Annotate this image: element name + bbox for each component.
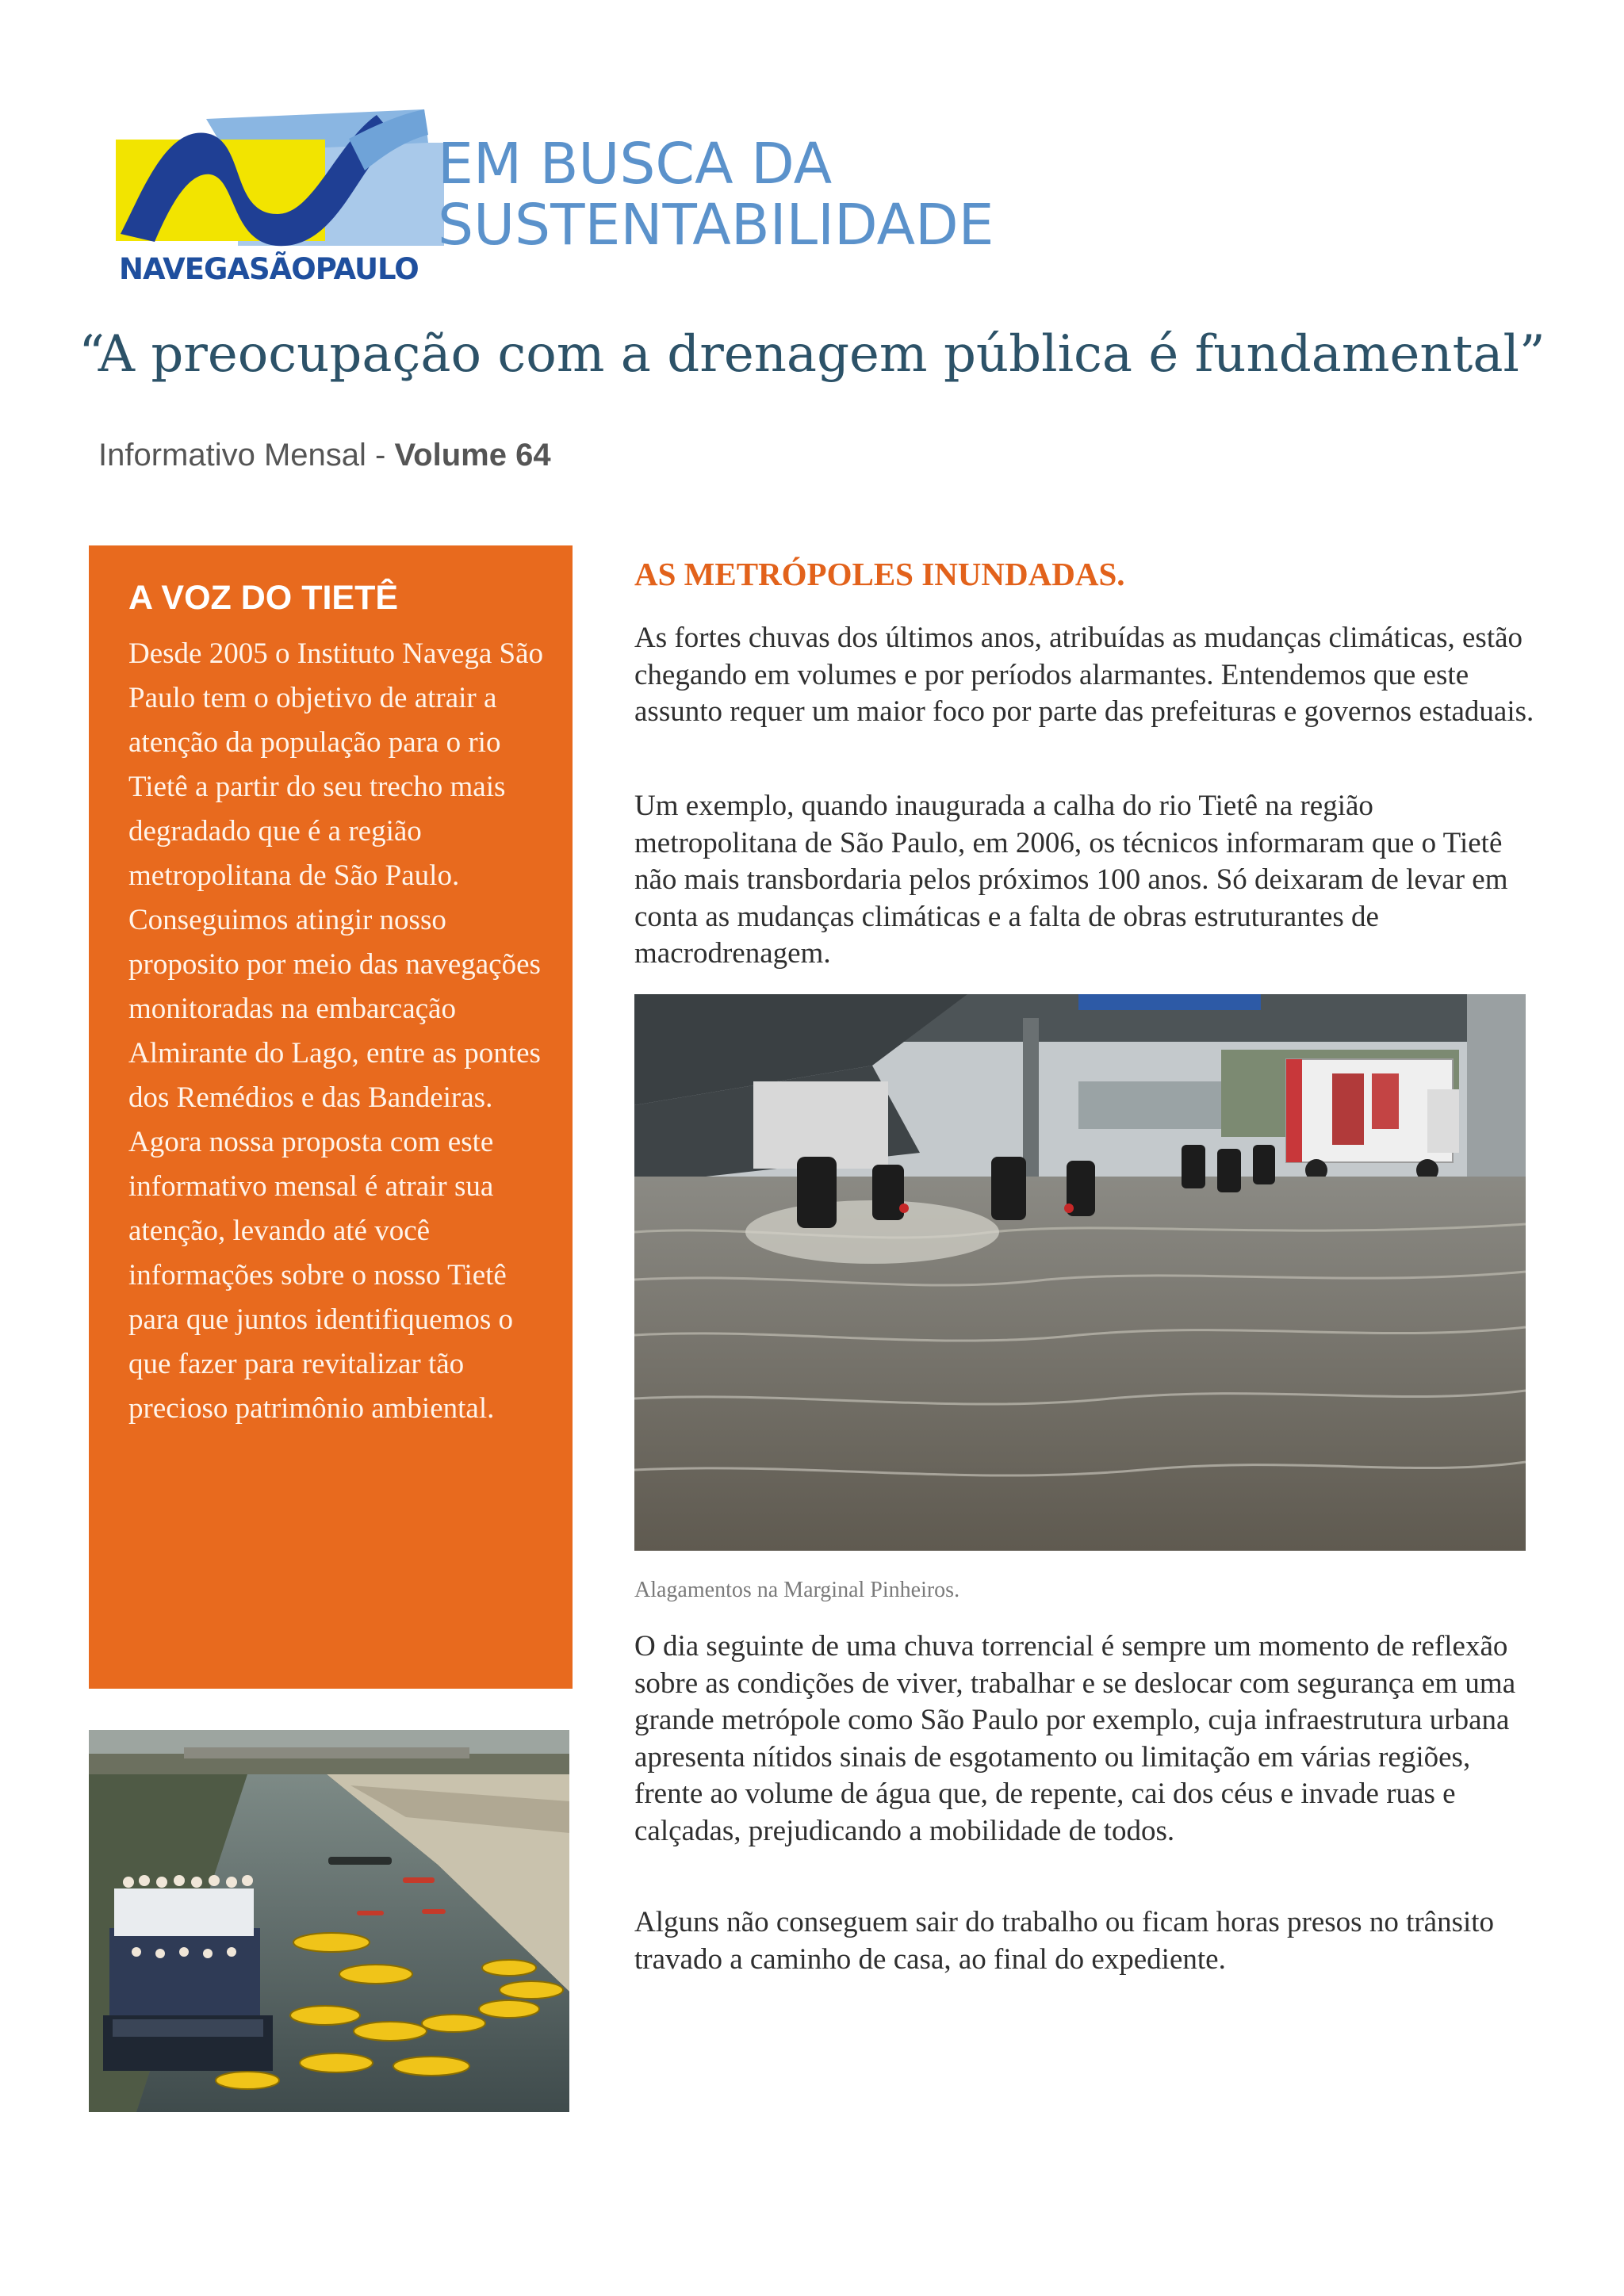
- article-title: AS METRÓPOLES INUNDADAS.: [634, 556, 1125, 592]
- page-headline: “A preocupação com a drenagem pública é fundamental”: [79, 325, 1545, 384]
- article-paragraph-1: As fortes chuvas dos últimos anos, atribuídas as mudanças climáticas, estão chegando em volumes e por períodos alarmantes. Entendemos que este assunto requer um maior foco por parte das prefeituras e governos estaduais.: [634, 622, 1534, 728]
- river-boat-photo: [89, 1730, 569, 2112]
- logo: [111, 95, 994, 293]
- article-paragraph-3: O dia seguinte de uma chuva torrencial é sempre um momento de reflexão sobre as condições de viver, trabalhar e se deslocar com segurança em uma grande metrópole como São Paulo por exemplo, cuja infraestrutura urbana apresenta nítidos sinais de esgotamento ou limitação em várias regiões, frente ao volume de água que, de repente, cai dos céus e invade ruas e calçadas, prejudicando a mobilidade de todos.: [634, 1630, 1516, 1847]
- logo-tagline-line2: SUSTENTABILIDADE: [438, 192, 994, 258]
- issue-line: [98, 438, 551, 473]
- issue-label: Informativo Mensal -: [98, 438, 386, 473]
- article-paragraph-2: Um exemplo, quando inaugurada a calha do rio Tietê na região metropolitana de São Paulo, em 2006, os técnicos informaram que o Tietê não mais transbordaria pelos próximos 100 anos. Só deixaram de levar em conta as mudanças climáticas e a falta de obras estruturantes de macrodrenagem.: [634, 790, 1508, 970]
- logo-tagline: [438, 131, 994, 258]
- flooded-road-photo: [634, 994, 1526, 1551]
- issue-volume: Volume 64: [394, 438, 551, 473]
- sidebar-box: [89, 545, 573, 1689]
- article-paragraph-4: Alguns não conseguem sair do trabalho ou ficam horas presos no trânsito travado a caminho de casa, ao final do expediente.: [634, 1906, 1495, 1976]
- logo-brand-name: NAVEGASÃOPAULO: [119, 252, 419, 286]
- sidebar-body: Desde 2005 o Instituto Navega São Paulo tem o objetivo de atrair a atenção da população para o rio Tietê a partir do seu trecho mais degradado que é a região metropolitana de São Paulo. Conseguimos atingir nosso proposito por meio das navegações monitoradas na embarcação Almirante do Lago, entre as pontes dos Remédios e das Bandeiras. Agora nossa proposta com este informativo mensal é atrair sua atenção, levando até você informações sobre o nosso Tietê para que juntos identifiquemos o que fazer para revitalizar tão precioso patrimônio ambiental.: [128, 637, 544, 1425]
- sidebar-title: A VOZ DO TIETÊ: [128, 579, 399, 617]
- logo-tagline-line1: EM BUSCA DA: [438, 131, 833, 197]
- flood-photo-caption: Alagamentos na Marginal Pinheiros.: [634, 1578, 960, 1602]
